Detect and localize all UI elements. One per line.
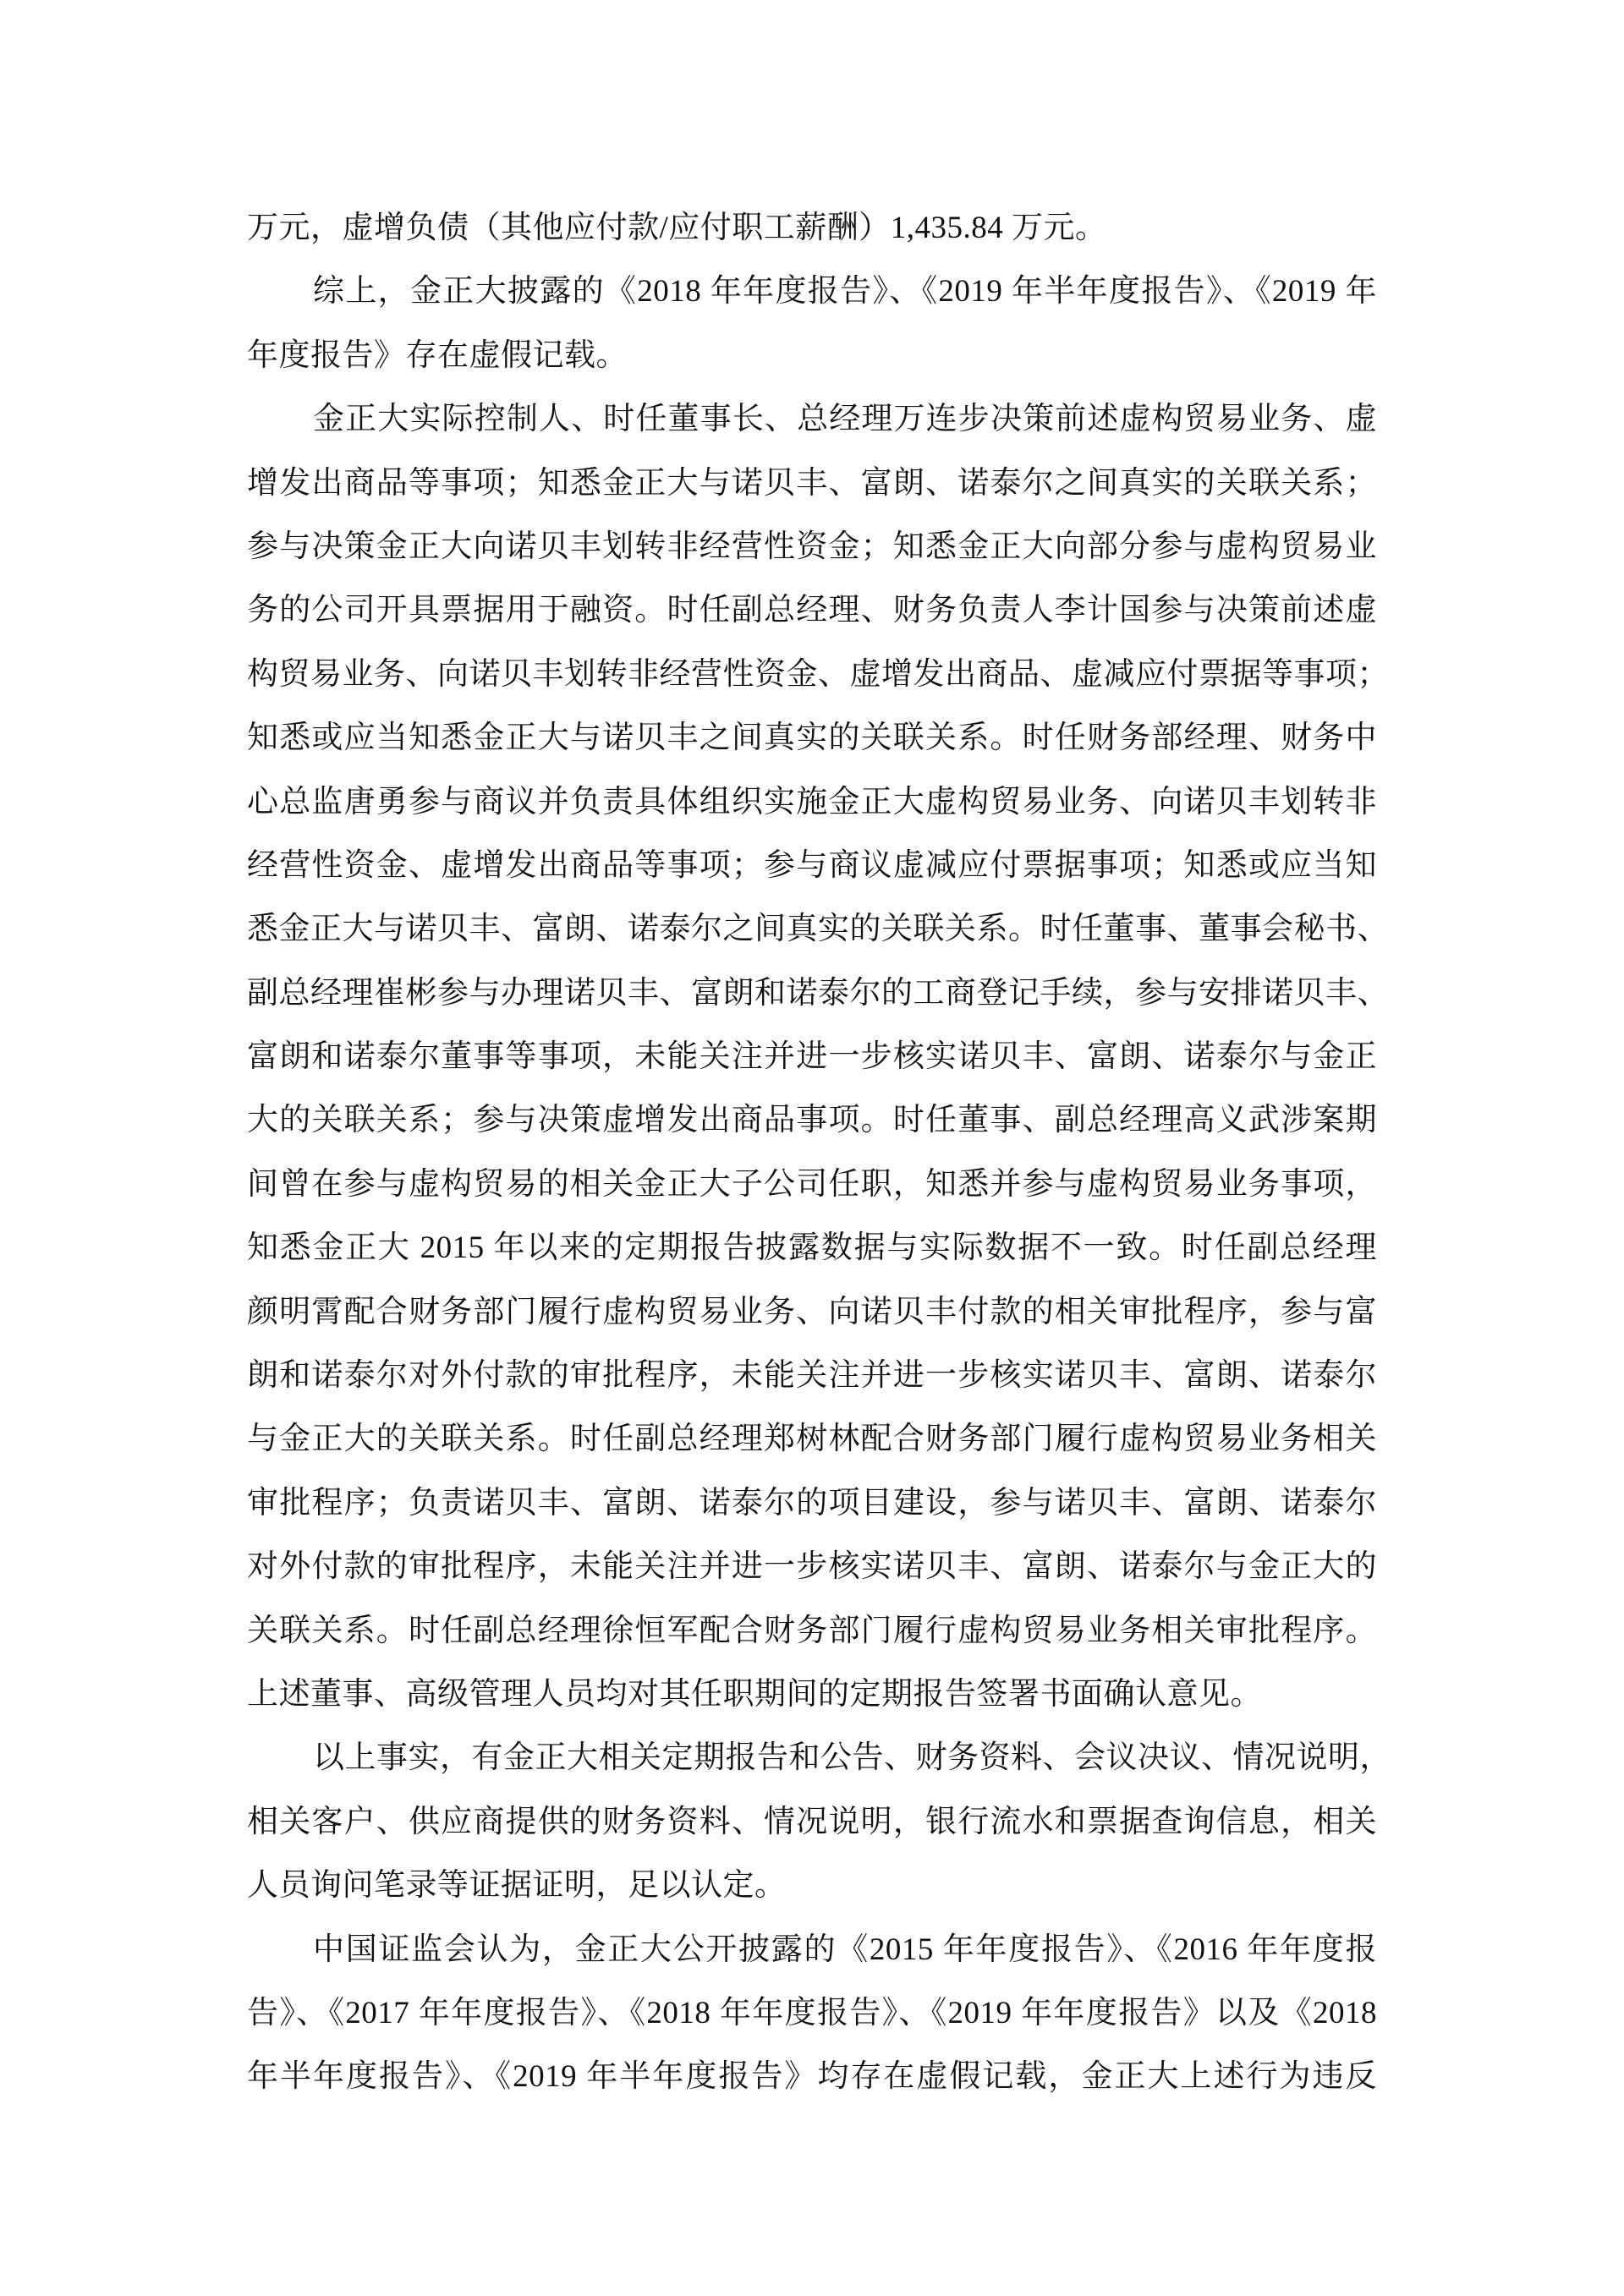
text-line: 中国证监会认为，金正大公开披露的《2015 年年度报告》、《2016 年年度报 xyxy=(313,1932,1377,1967)
text-line: 以上事实，有金正大相关定期报告和公告、财务资料、会议决议、情况说明， xyxy=(313,1740,1391,1776)
paragraph-2 xyxy=(247,260,1377,387)
text-line: 增发出商品等事项；知悉金正大与诺贝丰、富朗、诺泰尔之间真实的关联关系； xyxy=(247,465,1377,501)
text-line: 间曾在参与虚构贸易的相关金正大子公司任职，知悉并参与虚构贸易业务事项， xyxy=(247,1166,1377,1202)
text-line: 综上，金正大披露的《2018 年年度报告》、《2019 年半年度报告》、《2019 年 xyxy=(313,274,1377,310)
paragraph-4 xyxy=(247,1726,1391,1917)
document-body xyxy=(247,196,1391,2109)
text-line: 告》、《2017 年年度报告》、《2018 年年度报告》、《2019 年年度报告》以及《2018 xyxy=(247,1995,1377,2030)
text-line: 相关客户、供应商提供的财务资料、情况说明，银行流水和票据查询信息，相关 xyxy=(247,1804,1377,1839)
text-line: 万元，虚增负债（其他应付款/应付职工薪酬）1,435.84 万元。 xyxy=(247,211,1107,245)
text-line: 朗和诺泰尔对外付款的审批程序，未能关注并进一步核实诺贝丰、富朗、诺泰尔 xyxy=(247,1358,1377,1394)
text-line: 悉金正大与诺贝丰、富朗、诺泰尔之间真实的关联关系。时任董事、董事会秘书、 xyxy=(247,912,1389,947)
text-line: 审批程序；负责诺贝丰、富朗、诺泰尔的项目建设，参与诺贝丰、富朗、诺泰尔 xyxy=(247,1485,1377,1521)
text-line: 经营性资金、虚增发出商品等事项；参与商议虚减应付票据事项；知悉或应当知 xyxy=(247,847,1377,883)
text-line: 富朗和诺泰尔董事等事项，未能关注并进一步核实诺贝丰、富朗、诺泰尔与金正 xyxy=(247,1039,1377,1075)
text-line: 年半年度报告》、《2019 年半年度报告》均存在虚假记载，金正大上述行为违反 xyxy=(247,2059,1377,2095)
text-line: 上述董事、高级管理人员均对其任职期间的定期报告签署书面确认意见。 xyxy=(247,1676,1262,1712)
text-line: 关联关系。时任副总经理徐恒军配合财务部门履行虚构贸易业务相关审批程序。 xyxy=(247,1613,1377,1648)
text-line: 对外付款的审批程序，未能关注并进一步核实诺贝丰、富朗、诺泰尔与金正大的 xyxy=(247,1549,1377,1585)
text-line: 副总经理崔彬参与办理诺贝丰、富朗和诺泰尔的工商登记手续，参与安排诺贝丰、 xyxy=(247,975,1389,1011)
paragraph-1 xyxy=(247,196,1377,260)
paragraph-5 xyxy=(247,1918,1377,2109)
paragraph-3 xyxy=(247,387,1389,1726)
text-line: 构贸易业务、向诺贝丰划转非经营性资金、虚增发出商品、虚减应付票据等事项； xyxy=(247,656,1389,692)
text-line: 知悉或应当知悉金正大与诺贝丰之间真实的关联关系。时任财务部经理、财务中 xyxy=(247,721,1377,756)
text-line: 参与决策金正大向诺贝丰划转非经营性资金；知悉金正大向部分参与虚构贸易业 xyxy=(247,529,1377,564)
text-line: 人员询问笔录等证据证明，足以认定。 xyxy=(247,1868,787,1904)
text-line: 颜明霄配合财务部门履行虚构贸易业务、向诺贝丰付款的相关审批程序，参与富 xyxy=(247,1294,1377,1329)
text-line: 与金正大的关联关系。时任副总经理郑树林配合财务部门履行虚构贸易业务相关 xyxy=(247,1422,1377,1457)
text-line: 金正大实际控制人、时任董事长、总经理万连步决策前述虚构贸易业务、虚 xyxy=(313,402,1377,437)
text-line: 心总监唐勇参与商议并负责具体组织实施金正大虚构贸易业务、向诺贝丰划转非 xyxy=(247,784,1377,819)
text-line: 务的公司开具票据用于融资。时任副总经理、财务负责人李计国参与决策前述虚 xyxy=(247,593,1377,628)
text-line: 知悉金正大 2015 年以来的定期报告披露数据与实际数据不一致。时任副总经理 xyxy=(247,1230,1377,1266)
text-line: 年度报告》存在虚假记载。 xyxy=(247,337,628,373)
text-line: 大的关联关系；参与决策虚增发出商品事项。时任董事、副总经理高义武涉案期 xyxy=(247,1103,1377,1138)
